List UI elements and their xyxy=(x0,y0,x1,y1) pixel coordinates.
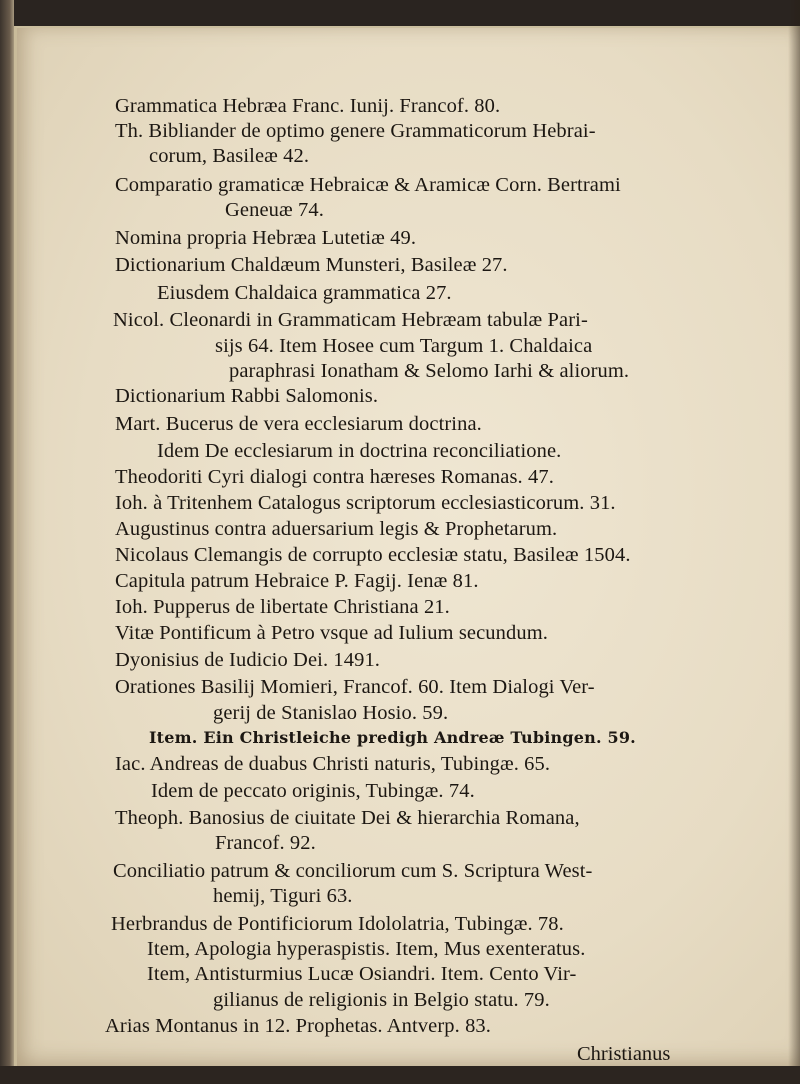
text-line: Dictionarium Rabbi Salomonis. xyxy=(115,385,379,407)
text-line: Theoph. Banosius de ciuitate Dei & hierarchia Romana, xyxy=(115,807,580,829)
text-line: Nicolaus Clemangis de corrupto ecclesiæ statu, Basileæ 1504. xyxy=(115,544,631,566)
text-line: Vitæ Pontificum à Petro vsque ad Iulium secundum. xyxy=(115,622,548,644)
text-line-blackletter: Item. Ein Christleiche predigh Andreæ Tubingen. 59. xyxy=(149,728,636,747)
text-line: sijs 64. Item Hosee cum Targum 1. Chaldaica xyxy=(215,335,593,357)
text-line: Nicol. Cleonardi in Grammaticam Hebræam tabulæ Pari- xyxy=(113,309,588,331)
text-line: Eiusdem Chaldaica grammatica 27. xyxy=(157,282,452,304)
text-line: Dictionarium Chaldæum Munsteri, Basileæ 27. xyxy=(115,254,508,276)
text-line: Capitula patrum Hebraice P. Fagij. Ienæ 81. xyxy=(115,570,479,592)
text-line: Item, Antisturmius Lucæ Osiandri. Item. Cento Vir- xyxy=(147,963,577,985)
text-line: Francof. 92. xyxy=(215,832,316,854)
catchword: Christianus xyxy=(577,1043,671,1065)
text-line: Idem de peccato originis, Tubingæ. 74. xyxy=(151,780,475,802)
text-line: Nomina propria Hebræa Lutetiæ 49. xyxy=(115,227,417,249)
text-line: gerij de Stanislao Hosio. 59. xyxy=(213,702,449,724)
text-line: Augustinus contra aduersarium legis & Prophetarum. xyxy=(115,518,558,540)
text-line: Ioh. Pupperus de libertate Christiana 21. xyxy=(115,596,450,618)
text-line: hemij, Tiguri 63. xyxy=(213,885,353,907)
text-line: Mart. Bucerus de vera ecclesiarum doctrina. xyxy=(115,413,482,435)
text-line: Iac. Andreas de duabus Christi naturis, Tubingæ. 65. xyxy=(115,753,551,775)
text-line: paraphrasi Ionatham & Selomo Iarhi & aliorum. xyxy=(229,360,630,382)
page-right-edge xyxy=(788,0,800,1084)
page-bottom-edge xyxy=(0,1066,800,1084)
text-line: Geneuæ 74. xyxy=(225,199,324,221)
text-line: Orationes Basilij Momieri, Francof. 60. Item Dialogi Ver- xyxy=(115,676,595,698)
text-line: Idem De ecclesiarum in doctrina reconciliatione. xyxy=(157,440,562,462)
text-line: Grammatica Hebræa Franc. Iunij. Francof. 80. xyxy=(115,95,501,117)
text-line: Comparatio gramaticæ Hebraicæ & Aramicæ Corn. Bertrami xyxy=(115,174,621,196)
text-line: Herbrandus de Pontificiorum Idololatria, Tubingæ. 78. xyxy=(111,913,564,935)
text-line: gilianus de religionis in Belgio statu. 79. xyxy=(213,989,550,1011)
book-spine xyxy=(0,0,14,1084)
text-line: corum, Basileæ 42. xyxy=(149,145,310,167)
text-line: Theodoriti Cyri dialogi contra hæreses Romanas. 47. xyxy=(115,466,554,488)
text-line: Item, Apologia hyperaspistis. Item, Mus exenteratus. xyxy=(147,938,586,960)
text-line: Conciliatio patrum & conciliorum cum S. Scriptura West- xyxy=(113,860,593,882)
text-line: Ioh. à Tritenhem Catalogus scriptorum ecclesiasticorum. 31. xyxy=(115,492,616,514)
text-line: Dyonisius de Iudicio Dei. 1491. xyxy=(115,649,381,671)
text-line: Arias Montanus in 12. Prophetas. Antverp. 83. xyxy=(105,1015,491,1037)
text-line: Th. Bibliander de optimo genere Grammaticorum Hebrai- xyxy=(115,120,596,142)
